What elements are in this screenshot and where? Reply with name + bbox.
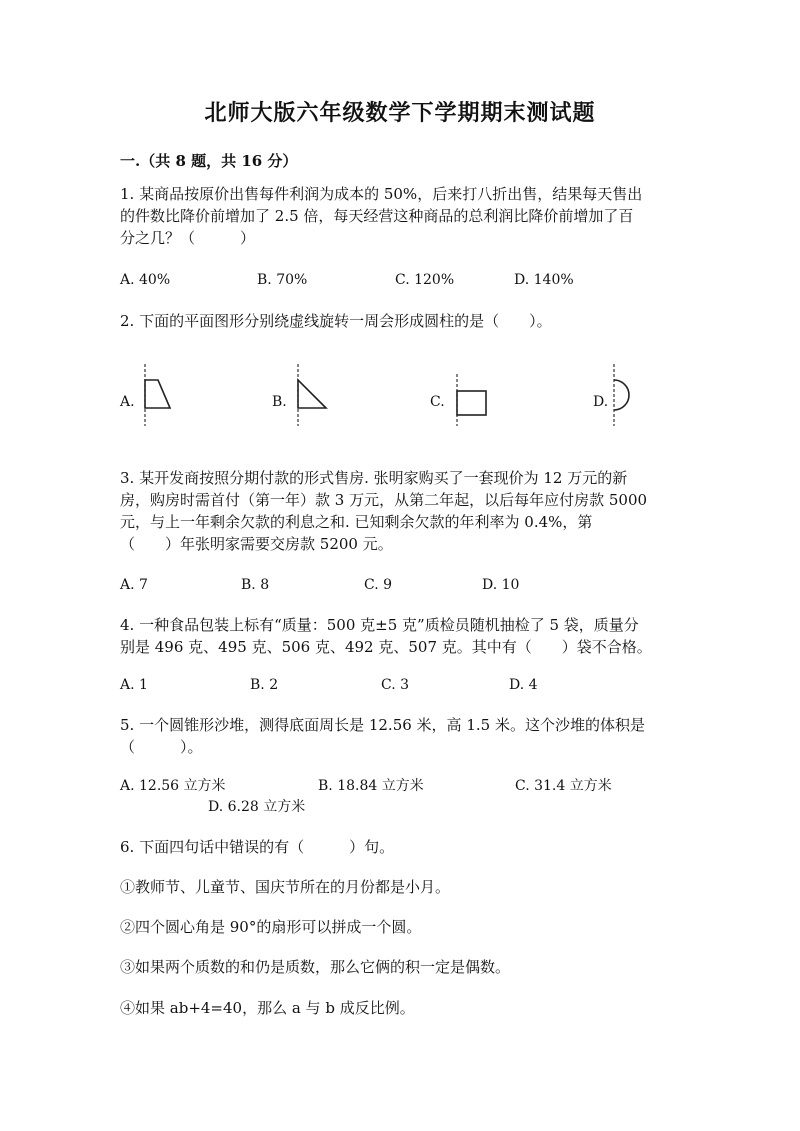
option-d: D. 6.28 立方米 (208, 799, 306, 815)
question-line: 房，购房时需首付（第一年）款 3 万元，从第二年起，以后每年应付房款 5000 (120, 491, 648, 509)
question-line: （ ）。 (120, 738, 203, 756)
question-line: 元，与上一年剩余欠款的利息之和. 已知剩余欠款的年利率为 0.4%，第 (120, 513, 593, 531)
question-3 (120, 467, 690, 555)
figure-label-c: C. (430, 394, 445, 410)
option-c: C. 31.4 立方米 (515, 778, 612, 794)
option-a: A. 7 (120, 577, 148, 593)
option-d: D. 4 (509, 677, 538, 693)
option-c: C. 120% (395, 272, 455, 288)
option-c: C. 3 (381, 677, 410, 693)
question-line: 4. 一种食品包装上标有“质量：500 克±5 克”质检员随机抽检了 5 袋，质量分 (120, 616, 639, 634)
figure-label-a: A. (120, 394, 135, 410)
option-a: A. 1 (120, 677, 148, 693)
option-a: A. 12.56 立方米 (120, 778, 226, 794)
question-line: 5. 一个圆锥形沙堆，测得底面周长是 12.56 米，高 1.5 米。这个沙堆的体积是 (120, 716, 645, 734)
figure-label-b: B. (272, 394, 287, 410)
option-d: D. 10 (482, 577, 520, 593)
question-line: 别是 496 克、495 克、506 克、492 克、507 克。其中有（ ）袋不合格。 (120, 638, 652, 656)
trapezoid-figure (136, 362, 176, 428)
option-c: C. 9 (364, 577, 393, 593)
statement-2: ②四个圆心角是 90°的扇形可以拼成一个圆。 (120, 918, 422, 936)
question-line: （ ）年张明家需要交房款 5200 元。 (120, 535, 393, 553)
statement-1: ①教师节、儿童节、国庆节所在的月份都是小月。 (120, 878, 451, 896)
option-d: D. 140% (514, 272, 574, 288)
question-line: 3. 某开发商按照分期付款的形式售房. 张明家购买了一套现价为 12 万元的新 (120, 469, 628, 487)
option-b: B. 70% (257, 272, 308, 288)
statement-4: ④如果 ab+4=40，那么 a 与 b 成反比例。 (120, 999, 415, 1017)
question-line: 分之几？（ ） (120, 229, 256, 247)
option-b: B. 2 (250, 677, 279, 693)
statement-3: ③如果两个质数的和仍是质数，那么它俩的积一定是偶数。 (120, 958, 511, 976)
option-b: B. 8 (241, 577, 270, 593)
page-title: 北师大版六年级数学下学期期末测试题 (204, 100, 596, 126)
question-1 (120, 183, 690, 249)
question-line: 1. 某商品按原价出售每件利润为成本的 50%，后来打八折出售，结果每天售出 (120, 185, 643, 203)
section-heading: 一.（共 8 题，共 16 分） (120, 152, 298, 170)
question-line: 2. 下面的平面图形分别绕虚线旋转一周会形成圆柱的是（ ）。 (120, 312, 552, 330)
option-b: B. 18.84 立方米 (318, 778, 424, 794)
semicircle-figure (604, 362, 644, 428)
question-line: 6. 下面四句话中错误的有（ ）句。 (120, 838, 395, 856)
question-6 (120, 836, 690, 858)
option-a: A. 40% (120, 272, 171, 288)
figure-label-d: D. (593, 394, 609, 410)
triangle-figure (288, 362, 332, 428)
question-4 (120, 614, 690, 658)
question-5 (120, 714, 690, 758)
question-line: 的件数比降价前增加了 2.5 倍，每天经营这种商品的总利润比降价前增加了百 (120, 207, 634, 225)
rectangle-figure (448, 372, 492, 428)
question-2 (120, 310, 690, 332)
